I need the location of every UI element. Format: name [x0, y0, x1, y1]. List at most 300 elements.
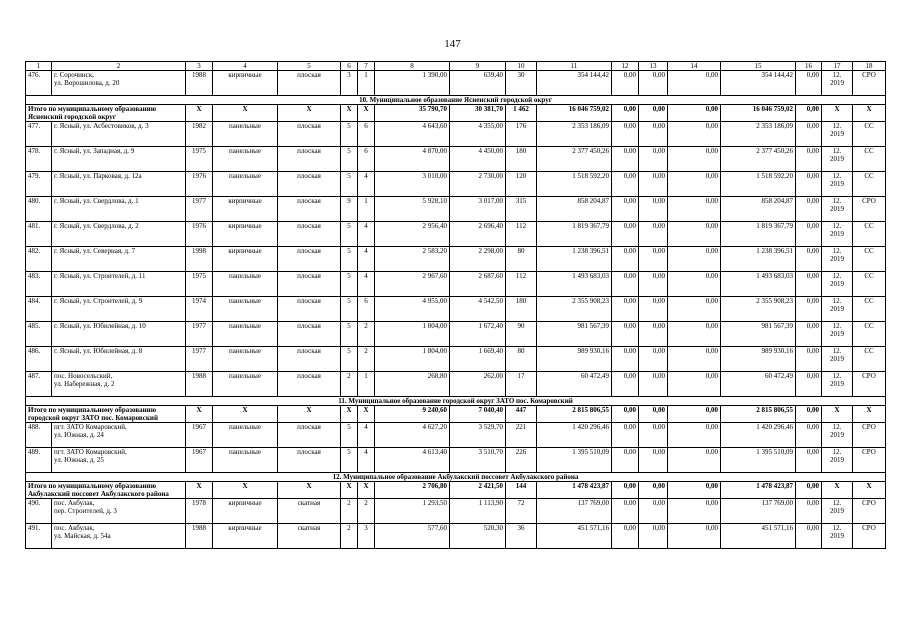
table-cell: 0,00	[796, 147, 822, 172]
table-cell: 1 819 367,79	[721, 222, 796, 247]
table-cell: кирпичные	[213, 197, 278, 222]
table-cell: 0,00	[612, 71, 639, 96]
table-cell: 0,00	[639, 423, 668, 448]
table-cell: панельные	[213, 147, 278, 172]
table-cell: 0,00	[639, 172, 668, 197]
table-cell: X	[341, 482, 358, 499]
table-cell: X	[358, 406, 375, 423]
table-cell: 12. 2019	[822, 372, 853, 397]
table-cell: г. Ясный, ул. Юбилейная, д. 8	[52, 347, 186, 372]
table-cell: 226	[506, 448, 537, 473]
table-cell: 1 518 592,20	[721, 172, 796, 197]
table-cell: 478.	[26, 147, 52, 172]
table-cell: 1 493 683,03	[537, 272, 612, 297]
table-cell: СРО	[853, 423, 886, 448]
table-cell: 12. 2019	[822, 448, 853, 473]
table-cell: СРО	[853, 197, 886, 222]
table-cell: кирпичные	[213, 524, 278, 549]
table-cell: 0,00	[612, 423, 639, 448]
column-number: 4	[213, 62, 278, 71]
table-cell: панельные	[213, 272, 278, 297]
table-cell: 1 672,40	[450, 322, 506, 347]
table-cell: СРО	[853, 372, 886, 397]
table-cell: 2 687,60	[450, 272, 506, 297]
table-cell: 3	[358, 524, 375, 549]
table-cell: 0,00	[612, 247, 639, 272]
table-cell: X	[341, 105, 358, 122]
table-cell: СС	[853, 322, 886, 347]
table-cell: 1 420 296,46	[721, 423, 796, 448]
table-cell: 0,00	[668, 272, 721, 297]
table-cell: 0,00	[612, 222, 639, 247]
table-cell: пос. Акбулак, пер. Строителей, д. 3	[52, 499, 186, 524]
table-cell: 0,00	[639, 147, 668, 172]
table-cell: 989 930,16	[537, 347, 612, 372]
table-cell: 2 956,40	[375, 222, 450, 247]
subtotal-row	[26, 105, 886, 122]
subtotal-row	[26, 482, 886, 499]
table-cell: X	[213, 406, 278, 423]
table-cell: СС	[853, 347, 886, 372]
table-cell: 12. 2019	[822, 122, 853, 147]
table-cell: 90	[506, 322, 537, 347]
table-cell: 0,00	[796, 105, 822, 122]
table-cell: СС	[853, 172, 886, 197]
table-cell: 5	[341, 147, 358, 172]
table-cell: 0,00	[668, 372, 721, 397]
table-cell: пос. Новосельский, ул. Набережная, д. 2	[52, 372, 186, 397]
table-cell: 5 928,10	[375, 197, 450, 222]
table-cell: 2 696,40	[450, 222, 506, 247]
table-cell: 112	[506, 222, 537, 247]
table-cell: 1 478 423,87	[721, 482, 796, 499]
column-number: 1	[26, 62, 52, 71]
table-cell: 0,00	[612, 347, 639, 372]
table-cell: 176	[506, 122, 537, 147]
column-number: 3	[186, 62, 213, 71]
table-cell: 17	[506, 372, 537, 397]
table-cell: 5	[341, 247, 358, 272]
table-cell: 1 390,00	[375, 71, 450, 96]
table-cell: 12. 2019	[822, 247, 853, 272]
table-cell: 4 870,00	[375, 147, 450, 172]
table-cell: 5	[341, 222, 358, 247]
table-cell: 72	[506, 499, 537, 524]
table-cell: скатная	[278, 499, 341, 524]
column-number: 10	[506, 62, 537, 71]
table-cell: 0,00	[796, 347, 822, 372]
table-cell: 481.	[26, 222, 52, 247]
table-cell: 354 144,42	[537, 71, 612, 96]
table-cell: 1 669,40	[450, 347, 506, 372]
table-cell: СС	[853, 272, 886, 297]
table-cell: плоская	[278, 272, 341, 297]
table-cell: 112	[506, 272, 537, 297]
column-number: 13	[639, 62, 668, 71]
table-cell: X	[358, 105, 375, 122]
table-cell: 2 298,00	[450, 247, 506, 272]
table-cell: 2	[358, 322, 375, 347]
table-cell: плоская	[278, 222, 341, 247]
table-cell: 0,00	[796, 322, 822, 347]
table-cell: плоская	[278, 71, 341, 96]
table-cell: г. Ясный, ул. Юбилейная, д. 10	[52, 322, 186, 347]
table-cell: 0,00	[612, 482, 639, 499]
table-cell: 30 381,70	[450, 105, 506, 122]
table-cell: 0,00	[612, 448, 639, 473]
table-cell: 480.	[26, 197, 52, 222]
table-cell: 0,00	[796, 272, 822, 297]
table-cell: 981 567,39	[537, 322, 612, 347]
table-cell: пос. Акбулак, ул. Майская, д. 54а	[52, 524, 186, 549]
table-row	[26, 423, 886, 448]
table-cell: 1 395 510,09	[537, 448, 612, 473]
table-cell: 80	[506, 247, 537, 272]
table-cell: 3 010,00	[375, 172, 450, 197]
table-cell: 4 643,60	[375, 122, 450, 147]
table-row	[26, 122, 886, 147]
table-cell: 5	[341, 448, 358, 473]
table-cell: 0,00	[668, 482, 721, 499]
table-cell: 1 293,50	[375, 499, 450, 524]
table-cell: 981 567,39	[721, 322, 796, 347]
table-cell: 0,00	[639, 222, 668, 247]
table-row	[26, 499, 886, 524]
table-cell: 0,00	[796, 406, 822, 423]
table-row	[26, 372, 886, 397]
section-title: 12. Муниципальное образование Акбулакский поссовет Акбулакского района	[26, 473, 886, 482]
table-cell: 0,00	[639, 272, 668, 297]
table-cell: 6	[358, 122, 375, 147]
table-cell: 12. 2019	[822, 322, 853, 347]
table-cell: 7 040,40	[450, 406, 506, 423]
table-cell: СС	[853, 247, 886, 272]
housing-repair-register-table	[25, 61, 886, 549]
table-cell: панельные	[213, 322, 278, 347]
table-cell: 0,00	[639, 372, 668, 397]
section-title: 10. Муниципальное образование Ясненский городской округ	[26, 96, 886, 105]
table-cell: 4 627,20	[375, 423, 450, 448]
table-cell: 4	[358, 222, 375, 247]
table-cell: плоская	[278, 322, 341, 347]
column-number: 6	[341, 62, 358, 71]
table-cell: 0,00	[612, 197, 639, 222]
table-cell: 2 377 450,26	[537, 147, 612, 172]
table-cell: 315	[506, 197, 537, 222]
table-cell: 1 238 396,51	[721, 247, 796, 272]
table-cell: 0,00	[639, 122, 668, 147]
table-cell: 0,00	[639, 499, 668, 524]
table-cell: 0,00	[612, 122, 639, 147]
table-cell: 12. 2019	[822, 272, 853, 297]
table-row	[26, 347, 886, 372]
table-cell: г. Ясный, ул. Свердлова, д. 2	[52, 222, 186, 247]
table-cell: 12. 2019	[822, 423, 853, 448]
table-cell: 180	[506, 297, 537, 322]
table-cell: плоская	[278, 147, 341, 172]
table-row	[26, 222, 886, 247]
table-cell: панельные	[213, 423, 278, 448]
table-cell: 1 804,00	[375, 322, 450, 347]
table-cell: 36	[506, 524, 537, 549]
table-cell: 1 462	[506, 105, 537, 122]
table-cell: 2 353 186,09	[721, 122, 796, 147]
table-cell: 491.	[26, 524, 52, 549]
table-cell: 4	[358, 448, 375, 473]
table-cell: плоская	[278, 172, 341, 197]
table-cell: 1975	[186, 272, 213, 297]
column-number: 9	[450, 62, 506, 71]
table-cell: плоская	[278, 247, 341, 272]
table-row	[26, 247, 886, 272]
table-cell: кирпичные	[213, 247, 278, 272]
table-cell: 451 571,16	[721, 524, 796, 549]
table-row	[26, 172, 886, 197]
table-cell: г. Ясный, ул. Асбестовиков, д. 3	[52, 122, 186, 147]
table-cell: СС	[853, 122, 886, 147]
table-cell: 4	[358, 172, 375, 197]
table-cell: 858 204,87	[721, 197, 796, 222]
table-cell: 0,00	[796, 524, 822, 549]
table-cell: 0,00	[796, 172, 822, 197]
table-cell: 0,00	[639, 197, 668, 222]
table-cell: плоская	[278, 297, 341, 322]
table-cell: 3	[341, 71, 358, 96]
table-cell: 12. 2019	[822, 297, 853, 322]
table-cell: 1988	[186, 372, 213, 397]
table-cell: 1 420 296,46	[537, 423, 612, 448]
column-number: 18	[853, 62, 886, 71]
section-heading-row	[26, 473, 886, 482]
table-cell: 5	[341, 423, 358, 448]
table-cell: 0,00	[668, 71, 721, 96]
table-row	[26, 71, 886, 96]
table-cell: 3 017,00	[450, 197, 506, 222]
table-cell: 451 571,16	[537, 524, 612, 549]
table-cell: X	[358, 482, 375, 499]
table-cell: панельные	[213, 372, 278, 397]
table-cell: 486.	[26, 347, 52, 372]
table-cell: 5	[341, 272, 358, 297]
table-cell: 487.	[26, 372, 52, 397]
table-cell: 4 542,50	[450, 297, 506, 322]
table-cell: г. Ясный, ул. Парковая, д. 12а	[52, 172, 186, 197]
table-cell: 0,00	[639, 71, 668, 96]
table-cell: 0,00	[796, 448, 822, 473]
table-cell: 0,00	[639, 448, 668, 473]
table-cell: X	[853, 406, 886, 423]
table-cell: 268,80	[375, 372, 450, 397]
table-cell: 1977	[186, 322, 213, 347]
table-cell: 1988	[186, 71, 213, 96]
table-cell: 1976	[186, 172, 213, 197]
table-cell: 120	[506, 172, 537, 197]
table-cell: 137 769,00	[537, 499, 612, 524]
table-cell: 144	[506, 482, 537, 499]
table-cell: 1976	[186, 222, 213, 247]
table-cell: г. Ясный, ул. Северная, д. 7	[52, 247, 186, 272]
table-cell: 2 353 186,09	[537, 122, 612, 147]
table-cell: 639,40	[450, 71, 506, 96]
table-cell: 0,00	[668, 322, 721, 347]
table-cell: 488.	[26, 423, 52, 448]
table-cell: 0,00	[796, 297, 822, 322]
table-cell: 16 046 759,02	[537, 105, 612, 122]
table-cell: 2	[341, 499, 358, 524]
table-cell: СРО	[853, 524, 886, 549]
table-cell: 484.	[26, 297, 52, 322]
table-cell: 858 204,87	[537, 197, 612, 222]
table-cell: 989 930,16	[721, 347, 796, 372]
table-cell: 0,00	[639, 105, 668, 122]
column-number: 7	[358, 62, 375, 71]
table-cell: 0,00	[796, 423, 822, 448]
table-cell: 0,00	[668, 105, 721, 122]
table-cell: плоская	[278, 347, 341, 372]
table-cell: 5	[341, 122, 358, 147]
column-number: 12	[612, 62, 639, 71]
table-cell: г. Ясный, ул. Западная, д. 9	[52, 147, 186, 172]
table-cell: X	[822, 406, 853, 423]
table-cell: 4 450,00	[450, 147, 506, 172]
table-cell: г. Ясный, ул. Свердлова, д. 1	[52, 197, 186, 222]
table-cell: 0,00	[796, 197, 822, 222]
table-cell: 0,00	[668, 499, 721, 524]
table-cell: 0,00	[668, 197, 721, 222]
table-cell: 1	[358, 197, 375, 222]
table-cell: 0,00	[612, 499, 639, 524]
table-cell: 520,30	[450, 524, 506, 549]
table-cell: 476.	[26, 71, 52, 96]
table-cell: 0,00	[796, 222, 822, 247]
table-cell: 1 478 423,87	[537, 482, 612, 499]
table-cell: 0,00	[612, 147, 639, 172]
column-number: 11	[537, 62, 612, 71]
table-cell: X	[213, 105, 278, 122]
table-cell: г. Ясный, ул. Строителей, д. 9	[52, 297, 186, 322]
table-cell: 0,00	[668, 406, 721, 423]
column-number: 15	[721, 62, 796, 71]
table-cell: 0,00	[796, 499, 822, 524]
table-cell: 0,00	[796, 71, 822, 96]
table-cell: 1967	[186, 448, 213, 473]
table-row	[26, 197, 886, 222]
table-cell: 1 493 683,03	[721, 272, 796, 297]
section-heading-row	[26, 96, 886, 105]
table-cell: 4	[358, 272, 375, 297]
table-cell: плоская	[278, 448, 341, 473]
table-cell: 1977	[186, 197, 213, 222]
table-cell: X	[822, 482, 853, 499]
table-cell: 2 706,80	[375, 482, 450, 499]
table-cell: X	[278, 406, 341, 423]
table-cell: 0,00	[668, 222, 721, 247]
table-cell: 0,00	[668, 347, 721, 372]
table-cell: 0,00	[668, 423, 721, 448]
table-cell: 4 355,00	[450, 122, 506, 147]
table-cell: 0,00	[796, 247, 822, 272]
table-cell: 0,00	[639, 247, 668, 272]
table-cell: 4	[358, 247, 375, 272]
table-cell: X	[278, 482, 341, 499]
table-cell: 0,00	[612, 272, 639, 297]
table-cell: 577,60	[375, 524, 450, 549]
table-cell: 80	[506, 347, 537, 372]
table-cell: X	[822, 105, 853, 122]
table-cell: X	[186, 105, 213, 122]
table-cell: плоская	[278, 122, 341, 147]
table-cell: пгт. ЗАТО Комаровский, ул. Южная, д. 25	[52, 448, 186, 473]
table-body	[26, 62, 886, 549]
table-cell: 1 804,00	[375, 347, 450, 372]
table-cell: 0,00	[668, 172, 721, 197]
column-number: 16	[796, 62, 822, 71]
table-cell: 6	[358, 297, 375, 322]
table-cell: 221	[506, 423, 537, 448]
table-cell: 1 395 510,09	[721, 448, 796, 473]
table-cell: панельные	[213, 172, 278, 197]
table-cell: 0,00	[639, 524, 668, 549]
table-cell: кирпичные	[213, 499, 278, 524]
table-row	[26, 524, 886, 549]
table-cell: 490.	[26, 499, 52, 524]
table-cell: 479.	[26, 172, 52, 197]
column-number: 14	[668, 62, 721, 71]
table-cell: 1975	[186, 147, 213, 172]
table-cell: 9 240,60	[375, 406, 450, 423]
table-cell: 0,00	[639, 406, 668, 423]
table-cell: 1967	[186, 423, 213, 448]
table-cell: 5	[341, 347, 358, 372]
table-cell: плоская	[278, 197, 341, 222]
subtotal-label: Итого по муниципальному образованию Акбулакский поссовет Акбулакского района	[26, 482, 186, 499]
table-cell: 1998	[186, 247, 213, 272]
table-cell: 0,00	[612, 372, 639, 397]
table-cell: 447	[506, 406, 537, 423]
table-cell: кирпичные	[213, 222, 278, 247]
table-cell: панельные	[213, 347, 278, 372]
table-cell: 1 518 592,20	[537, 172, 612, 197]
table-cell: 0,00	[668, 524, 721, 549]
table-cell: 2 967,60	[375, 272, 450, 297]
table-cell: 2	[358, 499, 375, 524]
table-cell: 0,00	[639, 297, 668, 322]
table-cell: 2 377 450,26	[721, 147, 796, 172]
table-cell: плоская	[278, 372, 341, 397]
table-cell: 0,00	[612, 297, 639, 322]
column-number: 8	[375, 62, 450, 71]
table-cell: 0,00	[639, 482, 668, 499]
table-cell: пгт. ЗАТО Комаровский, ул. Южная, д. 24	[52, 423, 186, 448]
table-cell: 5	[341, 172, 358, 197]
table-cell: г. Ясный, ул. Строителей, д. 11	[52, 272, 186, 297]
table-cell: X	[853, 105, 886, 122]
table-cell: 1 113,90	[450, 499, 506, 524]
table-cell: 2	[341, 372, 358, 397]
table-cell: 137 769,00	[721, 499, 796, 524]
table-cell: 3 529,70	[450, 423, 506, 448]
table-cell: 12. 2019	[822, 524, 853, 549]
table-cell: 12. 2019	[822, 197, 853, 222]
table-row	[26, 297, 886, 322]
table-cell: 0,00	[639, 322, 668, 347]
table-cell: X	[186, 406, 213, 423]
table-cell: СРО	[853, 499, 886, 524]
table-cell: 12. 2019	[822, 347, 853, 372]
table-cell: СС	[853, 222, 886, 247]
table-cell: 16 046 759,02	[721, 105, 796, 122]
table-cell: 2 421,50	[450, 482, 506, 499]
